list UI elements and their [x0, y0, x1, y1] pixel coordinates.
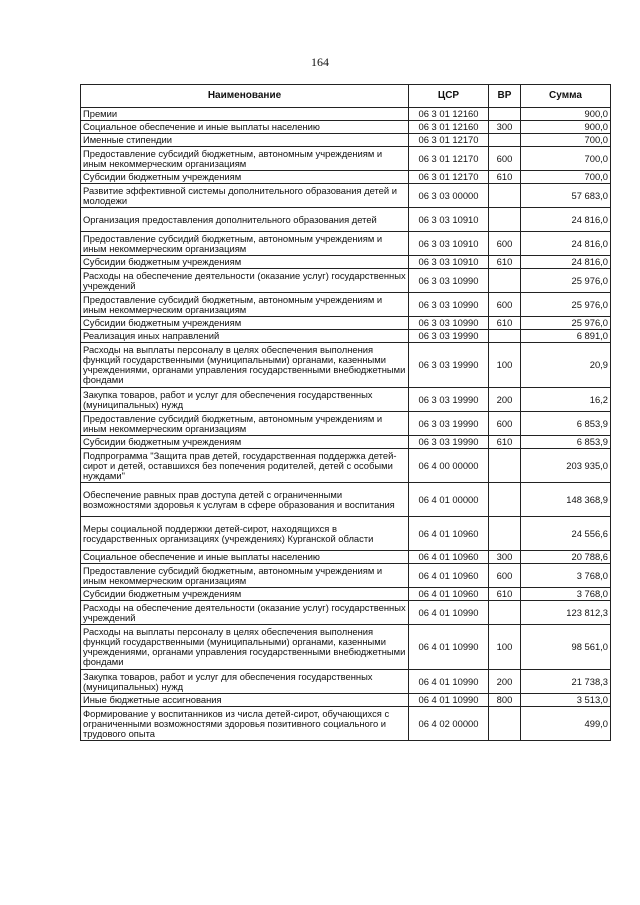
row-name-cell: Формирование у воспитанников из числа детей-сирот, обучающихся с ограниченными возможностями здоровья позитивного социального и трудового опыта	[81, 707, 409, 741]
row-csr-cell: 06 3 03 19990	[409, 436, 489, 449]
row-sum-cell: 499,0	[521, 707, 611, 741]
table-row	[81, 670, 611, 694]
table-row	[81, 256, 611, 269]
row-vr-cell: 610	[489, 317, 521, 330]
row-name-cell: Предоставление субсидий бюджетным, автономным учреждениям и иным некоммерческим организациям	[81, 412, 409, 436]
row-vr-cell: 100	[489, 625, 521, 670]
row-csr-cell: 06 3 03 10990	[409, 269, 489, 293]
row-sum-cell: 24 816,0	[521, 256, 611, 269]
row-name-cell: Субсидии бюджетным учреждениям	[81, 436, 409, 449]
row-name-cell: Предоставление субсидий бюджетным, автономным учреждениям и иным некоммерческим организациям	[81, 232, 409, 256]
row-name-cell: Именные стипендии	[81, 134, 409, 147]
row-vr-cell	[489, 330, 521, 343]
row-sum-cell: 25 976,0	[521, 317, 611, 330]
table-row	[81, 330, 611, 343]
row-sum-cell: 24 556,6	[521, 517, 611, 551]
row-name-cell: Реализация иных направлений	[81, 330, 409, 343]
table-row	[81, 317, 611, 330]
table-row	[81, 412, 611, 436]
row-sum-cell: 6 853,9	[521, 412, 611, 436]
table-row	[81, 171, 611, 184]
row-vr-cell: 600	[489, 293, 521, 317]
row-vr-cell: 600	[489, 147, 521, 171]
row-name-cell: Премии	[81, 108, 409, 121]
row-sum-cell: 21 738,3	[521, 670, 611, 694]
row-csr-cell: 06 4 01 10990	[409, 670, 489, 694]
row-name-cell: Меры социальной поддержки детей-сирот, находящихся в государственных организациях (учреждениях) Курганской области	[81, 517, 409, 551]
table-row	[81, 588, 611, 601]
row-name-cell: Предоставление субсидий бюджетным, автономным учреждениям и иным некоммерческим организациям	[81, 293, 409, 317]
table-row	[81, 147, 611, 171]
row-name-cell: Закупка товаров, работ и услуг для обеспечения государственных (муниципальных) нужд	[81, 388, 409, 412]
row-vr-cell: 610	[489, 256, 521, 269]
header-sum: Сумма	[521, 85, 611, 108]
row-sum-cell: 20 788,6	[521, 551, 611, 564]
row-vr-cell: 200	[489, 388, 521, 412]
row-vr-cell	[489, 108, 521, 121]
row-name-cell: Субсидии бюджетным учреждениям	[81, 171, 409, 184]
row-sum-cell: 700,0	[521, 134, 611, 147]
row-csr-cell: 06 4 01 10990	[409, 601, 489, 625]
table-row	[81, 134, 611, 147]
row-csr-cell: 06 3 03 00000	[409, 184, 489, 208]
row-name-cell: Субсидии бюджетным учреждениям	[81, 588, 409, 601]
row-name-cell: Предоставление субсидий бюджетным, автономным учреждениям и иным некоммерческим организациям	[81, 147, 409, 171]
table-row	[81, 449, 611, 483]
row-vr-cell	[489, 449, 521, 483]
page-number: 164	[311, 55, 329, 69]
header-vr: ВР	[489, 85, 521, 108]
row-name-cell: Иные бюджетные ассигнования	[81, 694, 409, 707]
table-row	[81, 517, 611, 551]
row-sum-cell: 98 561,0	[521, 625, 611, 670]
row-name-cell: Обеспечение равных прав доступа детей с ограниченными возможностями здоровья к услугам в сфере образования и воспитания	[81, 483, 409, 517]
row-csr-cell: 06 4 01 10990	[409, 694, 489, 707]
row-vr-cell	[489, 184, 521, 208]
row-name-cell: Расходы на обеспечение деятельности (оказание услуг) государственных учреждений	[81, 601, 409, 625]
row-csr-cell: 06 3 03 19990	[409, 388, 489, 412]
table-row	[81, 551, 611, 564]
row-csr-cell: 06 3 01 12160	[409, 121, 489, 134]
row-name-cell: Расходы на обеспечение деятельности (оказание услуг) государственных учреждений	[81, 269, 409, 293]
row-sum-cell: 25 976,0	[521, 269, 611, 293]
row-vr-cell: 600	[489, 564, 521, 588]
table-row	[81, 707, 611, 741]
row-name-cell: Закупка товаров, работ и услуг для обеспечения государственных (муниципальных) нужд	[81, 670, 409, 694]
row-sum-cell: 900,0	[521, 108, 611, 121]
row-csr-cell: 06 3 03 19990	[409, 412, 489, 436]
row-name-cell: Субсидии бюджетным учреждениям	[81, 317, 409, 330]
row-csr-cell: 06 3 03 10910	[409, 232, 489, 256]
row-sum-cell: 3 768,0	[521, 564, 611, 588]
row-name-cell: Развитие эффективной системы дополнительного образования детей и молодежи	[81, 184, 409, 208]
table-row	[81, 269, 611, 293]
header-name: Наименование	[81, 85, 409, 108]
table-row	[81, 625, 611, 670]
table-row	[81, 184, 611, 208]
row-csr-cell: 06 4 01 10960	[409, 564, 489, 588]
table-row	[81, 564, 611, 588]
row-csr-cell: 06 4 01 10990	[409, 625, 489, 670]
row-vr-cell: 100	[489, 343, 521, 388]
row-sum-cell: 6 853,9	[521, 436, 611, 449]
row-sum-cell: 700,0	[521, 171, 611, 184]
row-name-cell: Организация предоставления дополнительного образования детей	[81, 208, 409, 232]
table-row	[81, 343, 611, 388]
row-sum-cell: 3 513,0	[521, 694, 611, 707]
budget-table	[80, 84, 611, 741]
row-sum-cell: 3 768,0	[521, 588, 611, 601]
row-sum-cell: 20,9	[521, 343, 611, 388]
header-csr: ЦСР	[409, 85, 489, 108]
row-csr-cell: 06 4 01 10960	[409, 517, 489, 551]
row-csr-cell: 06 4 01 00000	[409, 483, 489, 517]
row-vr-cell: 610	[489, 171, 521, 184]
row-name-cell: Субсидии бюджетным учреждениям	[81, 256, 409, 269]
row-vr-cell	[489, 269, 521, 293]
row-sum-cell: 16,2	[521, 388, 611, 412]
row-name-cell: Социальное обеспечение и иные выплаты населению	[81, 551, 409, 564]
row-vr-cell: 800	[489, 694, 521, 707]
row-csr-cell: 06 4 01 10960	[409, 588, 489, 601]
table-row	[81, 388, 611, 412]
row-csr-cell: 06 3 03 19990	[409, 343, 489, 388]
row-vr-cell: 610	[489, 436, 521, 449]
table-body	[81, 108, 611, 741]
row-vr-cell	[489, 134, 521, 147]
table-row	[81, 436, 611, 449]
row-vr-cell	[489, 707, 521, 741]
row-name-cell: Подпрограмма "Защита прав детей, государственная поддержка детей-сирот и детей, оставшихся без попечения родителей, детей с особыми нуждами"	[81, 449, 409, 483]
row-name-cell: Расходы на выплаты персоналу в целях обеспечения выполнения функций государственными (муниципальными) органами, казенными учреждениями, органами управления государственными внебюджетными фондами	[81, 343, 409, 388]
row-vr-cell: 610	[489, 588, 521, 601]
row-csr-cell: 06 3 03 19990	[409, 330, 489, 343]
row-vr-cell	[489, 601, 521, 625]
row-csr-cell: 06 4 00 00000	[409, 449, 489, 483]
row-csr-cell: 06 4 02 00000	[409, 707, 489, 741]
row-sum-cell: 123 812,3	[521, 601, 611, 625]
row-vr-cell: 200	[489, 670, 521, 694]
row-sum-cell: 900,0	[521, 121, 611, 134]
table-row	[81, 121, 611, 134]
row-csr-cell: 06 3 01 12160	[409, 108, 489, 121]
row-sum-cell: 57 683,0	[521, 184, 611, 208]
row-name-cell: Расходы на выплаты персоналу в целях обеспечения выполнения функций государственными (муниципальными) органами, казенными учреждениями, органами управления государственными внебюджетными фондами	[81, 625, 409, 670]
row-name-cell: Социальное обеспечение и иные выплаты населению	[81, 121, 409, 134]
row-sum-cell: 25 976,0	[521, 293, 611, 317]
row-sum-cell: 203 935,0	[521, 449, 611, 483]
table-row	[81, 293, 611, 317]
table-row	[81, 601, 611, 625]
row-csr-cell: 06 3 01 12170	[409, 134, 489, 147]
row-sum-cell: 700,0	[521, 147, 611, 171]
row-sum-cell: 6 891,0	[521, 330, 611, 343]
row-csr-cell: 06 3 01 12170	[409, 171, 489, 184]
row-vr-cell: 300	[489, 121, 521, 134]
row-sum-cell: 24 816,0	[521, 232, 611, 256]
row-name-cell: Предоставление субсидий бюджетным, автономным учреждениям и иным некоммерческим организациям	[81, 564, 409, 588]
row-csr-cell: 06 3 03 10910	[409, 256, 489, 269]
table-header-row	[81, 85, 611, 108]
row-csr-cell: 06 3 03 10990	[409, 317, 489, 330]
table-row	[81, 232, 611, 256]
table-row	[81, 483, 611, 517]
row-vr-cell: 600	[489, 412, 521, 436]
row-csr-cell: 06 3 03 10990	[409, 293, 489, 317]
row-vr-cell	[489, 517, 521, 551]
row-vr-cell	[489, 208, 521, 232]
row-csr-cell: 06 3 03 10910	[409, 208, 489, 232]
row-vr-cell: 600	[489, 232, 521, 256]
table-row	[81, 108, 611, 121]
table-row	[81, 208, 611, 232]
row-vr-cell: 300	[489, 551, 521, 564]
row-csr-cell: 06 3 01 12170	[409, 147, 489, 171]
row-sum-cell: 24 816,0	[521, 208, 611, 232]
table-row	[81, 694, 611, 707]
row-vr-cell	[489, 483, 521, 517]
row-csr-cell: 06 4 01 10960	[409, 551, 489, 564]
row-sum-cell: 148 368,9	[521, 483, 611, 517]
